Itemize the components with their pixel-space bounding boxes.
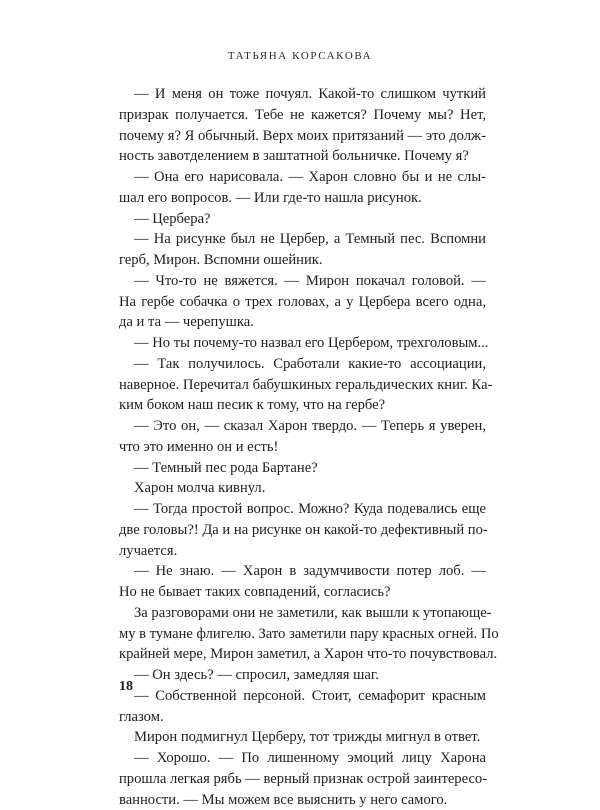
- text-line: — И меня он тоже почуял. Какой-то слишком чуткий: [119, 84, 486, 105]
- text-line: крайней мере, Мирон заметил, а Харон что-то почувствовал.: [119, 644, 486, 665]
- text-line: прошла легкая рябь — верный признак острой заинтересо-: [119, 769, 486, 790]
- text-line: призрак получается. Тебе не кажется? Почему мы? Нет,: [119, 105, 486, 126]
- text-line: — Она его нарисовала. — Харон словно бы и не слы-: [119, 167, 486, 188]
- text-line: — Собственной персоной. Стоит, семафорит красным: [119, 686, 486, 707]
- text-line: му в тумане флигелю. Зато заметили пару красных огней. По: [119, 624, 486, 645]
- text-line: что это именно он и есть!: [119, 437, 486, 458]
- text-line: — Темный пес рода Бартане?: [119, 458, 486, 479]
- text-line: — На рисунке был не Цербер, а Темный пес. Вспомни: [119, 229, 486, 250]
- text-line: — Он здесь? — спросил, замедляя шаг.: [119, 665, 486, 686]
- text-line: — Что-то не вяжется. — Мирон покачал головой. —: [119, 271, 486, 292]
- text-line: — Это он, — сказал Харон твердо. — Теперь я уверен,: [119, 416, 486, 437]
- text-line: На гербе собачка о трех головах, а у Цербера всего одна,: [119, 292, 486, 313]
- text-line: Но не бывает таких совпадений, согласись?: [119, 582, 486, 603]
- text-line: — Тогда простой вопрос. Можно? Куда подевались еще: [119, 499, 486, 520]
- text-line: ность завотделением в заштатной больничке. Почему я?: [119, 146, 486, 167]
- page-number: 18: [119, 679, 133, 695]
- text-line: ким боком наш песик к тому, что на гербе?: [119, 395, 486, 416]
- text-line: — Не знаю. — Харон в задумчивости потер лоб. —: [119, 561, 486, 582]
- text-line: да и та — черепушка.: [119, 312, 486, 333]
- text-line: глазом.: [119, 707, 486, 728]
- text-line: наверное. Перечитал бабушкиных геральдических книг. Ка-: [119, 375, 486, 396]
- text-line: герб, Мирон. Вспомни ошейник.: [119, 250, 486, 271]
- text-line: почему я? Я обычный. Верх моих притязаний — это долж-: [119, 126, 486, 147]
- text-line: — Так получилось. Сработали какие-то ассоциации,: [119, 354, 486, 375]
- text-line: две головы?! Да и на рисунке он какой-то дефективный по-: [119, 520, 486, 541]
- text-line: За разговорами они не заметили, как вышли к утопающе-: [119, 603, 486, 624]
- text-line: ванности. — Мы можем все выяснить у него самого.: [119, 790, 486, 810]
- text-line: — Но ты почему-то назвал его Цербером, трехголовым...: [119, 333, 486, 354]
- running-header: ТАТЬЯНА КОРСАКОВА: [0, 50, 600, 62]
- text-line: — Хорошо. — По лишенному эмоций лицу Харона: [119, 748, 486, 769]
- body-text: [119, 84, 486, 810]
- text-line: Мирон подмигнул Церберу, тот трижды мигнул в ответ.: [119, 727, 486, 748]
- text-line: Харон молча кивнул.: [119, 478, 486, 499]
- text-line: лучается.: [119, 541, 486, 562]
- text-line: — Цербера?: [119, 209, 486, 230]
- text-line: шал его вопросов. — Или где-то нашла рисунок.: [119, 188, 486, 209]
